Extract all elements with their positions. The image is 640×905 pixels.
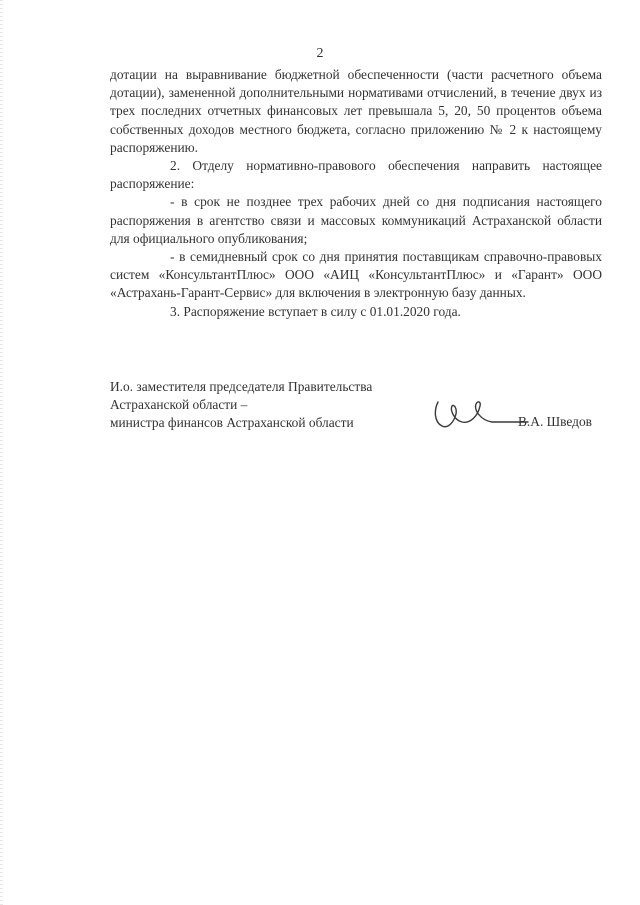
- signatory-title-line-3: министра финансов Астраханской области: [110, 415, 354, 431]
- document-body: [110, 66, 602, 321]
- page-number: 2: [316, 46, 324, 61]
- paragraph-subitem-1: - в срок не позднее трех рабочих дней со дня подписания настоящего распоряжения в агентство связи и массовых коммуникаций Астраханской области для официального опубликования;: [110, 194, 602, 246]
- signatory-title-line-1: И.о. заместителя председателя Правительства: [110, 379, 373, 394]
- signatory-name: В.А. Шведов: [518, 414, 592, 429]
- paragraph-continuation: дотации на выравнивание бюджетной обеспеченности (части расчетного объема дотации), замененной дополнительными нормативами отчислений, в течение двух из трех последних отчетных финансовых лет превышала 5, 20, 50 процентов объема собственных доходов местного бюджета, согласно приложению № 2 к настоящему распоряжению.: [110, 67, 602, 155]
- paragraph-item-2: 2. Отделу нормативно-правового обеспечения направить настоящее распоряжение:: [110, 158, 602, 192]
- signatory-title-line-2: Астраханской области –: [110, 397, 248, 413]
- paragraph-subitem-2: - в семидневный срок со дня принятия поставщикам справочно-правовых систем «КонсультантПлюс» ООО «АИЦ «КонсультантПлюс» и «Гарант» ООО «Астрахань-Гарант-Сервис» для включения в электронную базу данных.: [110, 249, 602, 301]
- handwritten-signature: [420, 392, 530, 438]
- paragraph-item-3: 3. Распоряжение вступает в силу с 01.01.2020 года.: [170, 303, 461, 319]
- scan-edge-artifact: [0, 0, 3, 905]
